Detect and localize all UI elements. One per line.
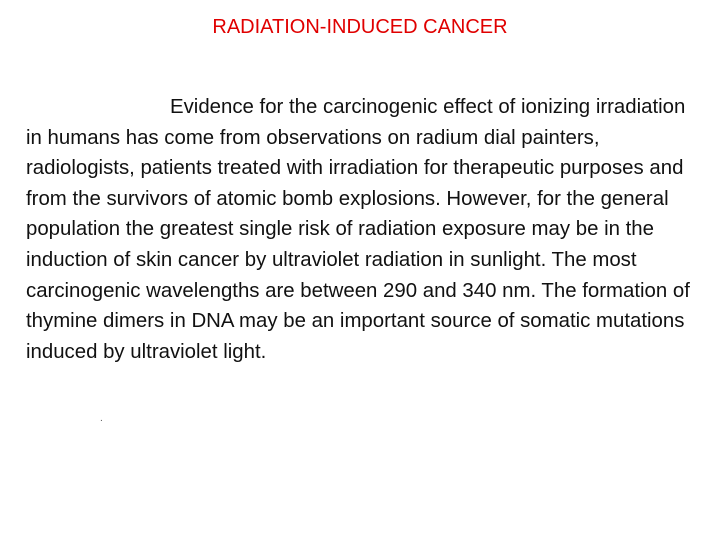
footer-mark: .	[100, 413, 103, 424]
slide-title: RADIATION-INDUCED CANCER	[212, 16, 508, 38]
body-paragraph: Evidence for the carcinogenic effect of ionizing irradiation in humans has come from observations on radium dial painters, radiologists, patients treated with irradiation for therapeutic purposes and from the survivors of atomic bomb explosions. However, for the general population the greatest single risk of radiation exposure may be in the induction of skin cancer by ultraviolet radiation in sunlight. The most carcinogenic wavelengths are between 290 and 340 nm. The formation of thymine dimers in DNA may be an important source of somatic mutations induced by ultraviolet light.	[26, 96, 690, 363]
